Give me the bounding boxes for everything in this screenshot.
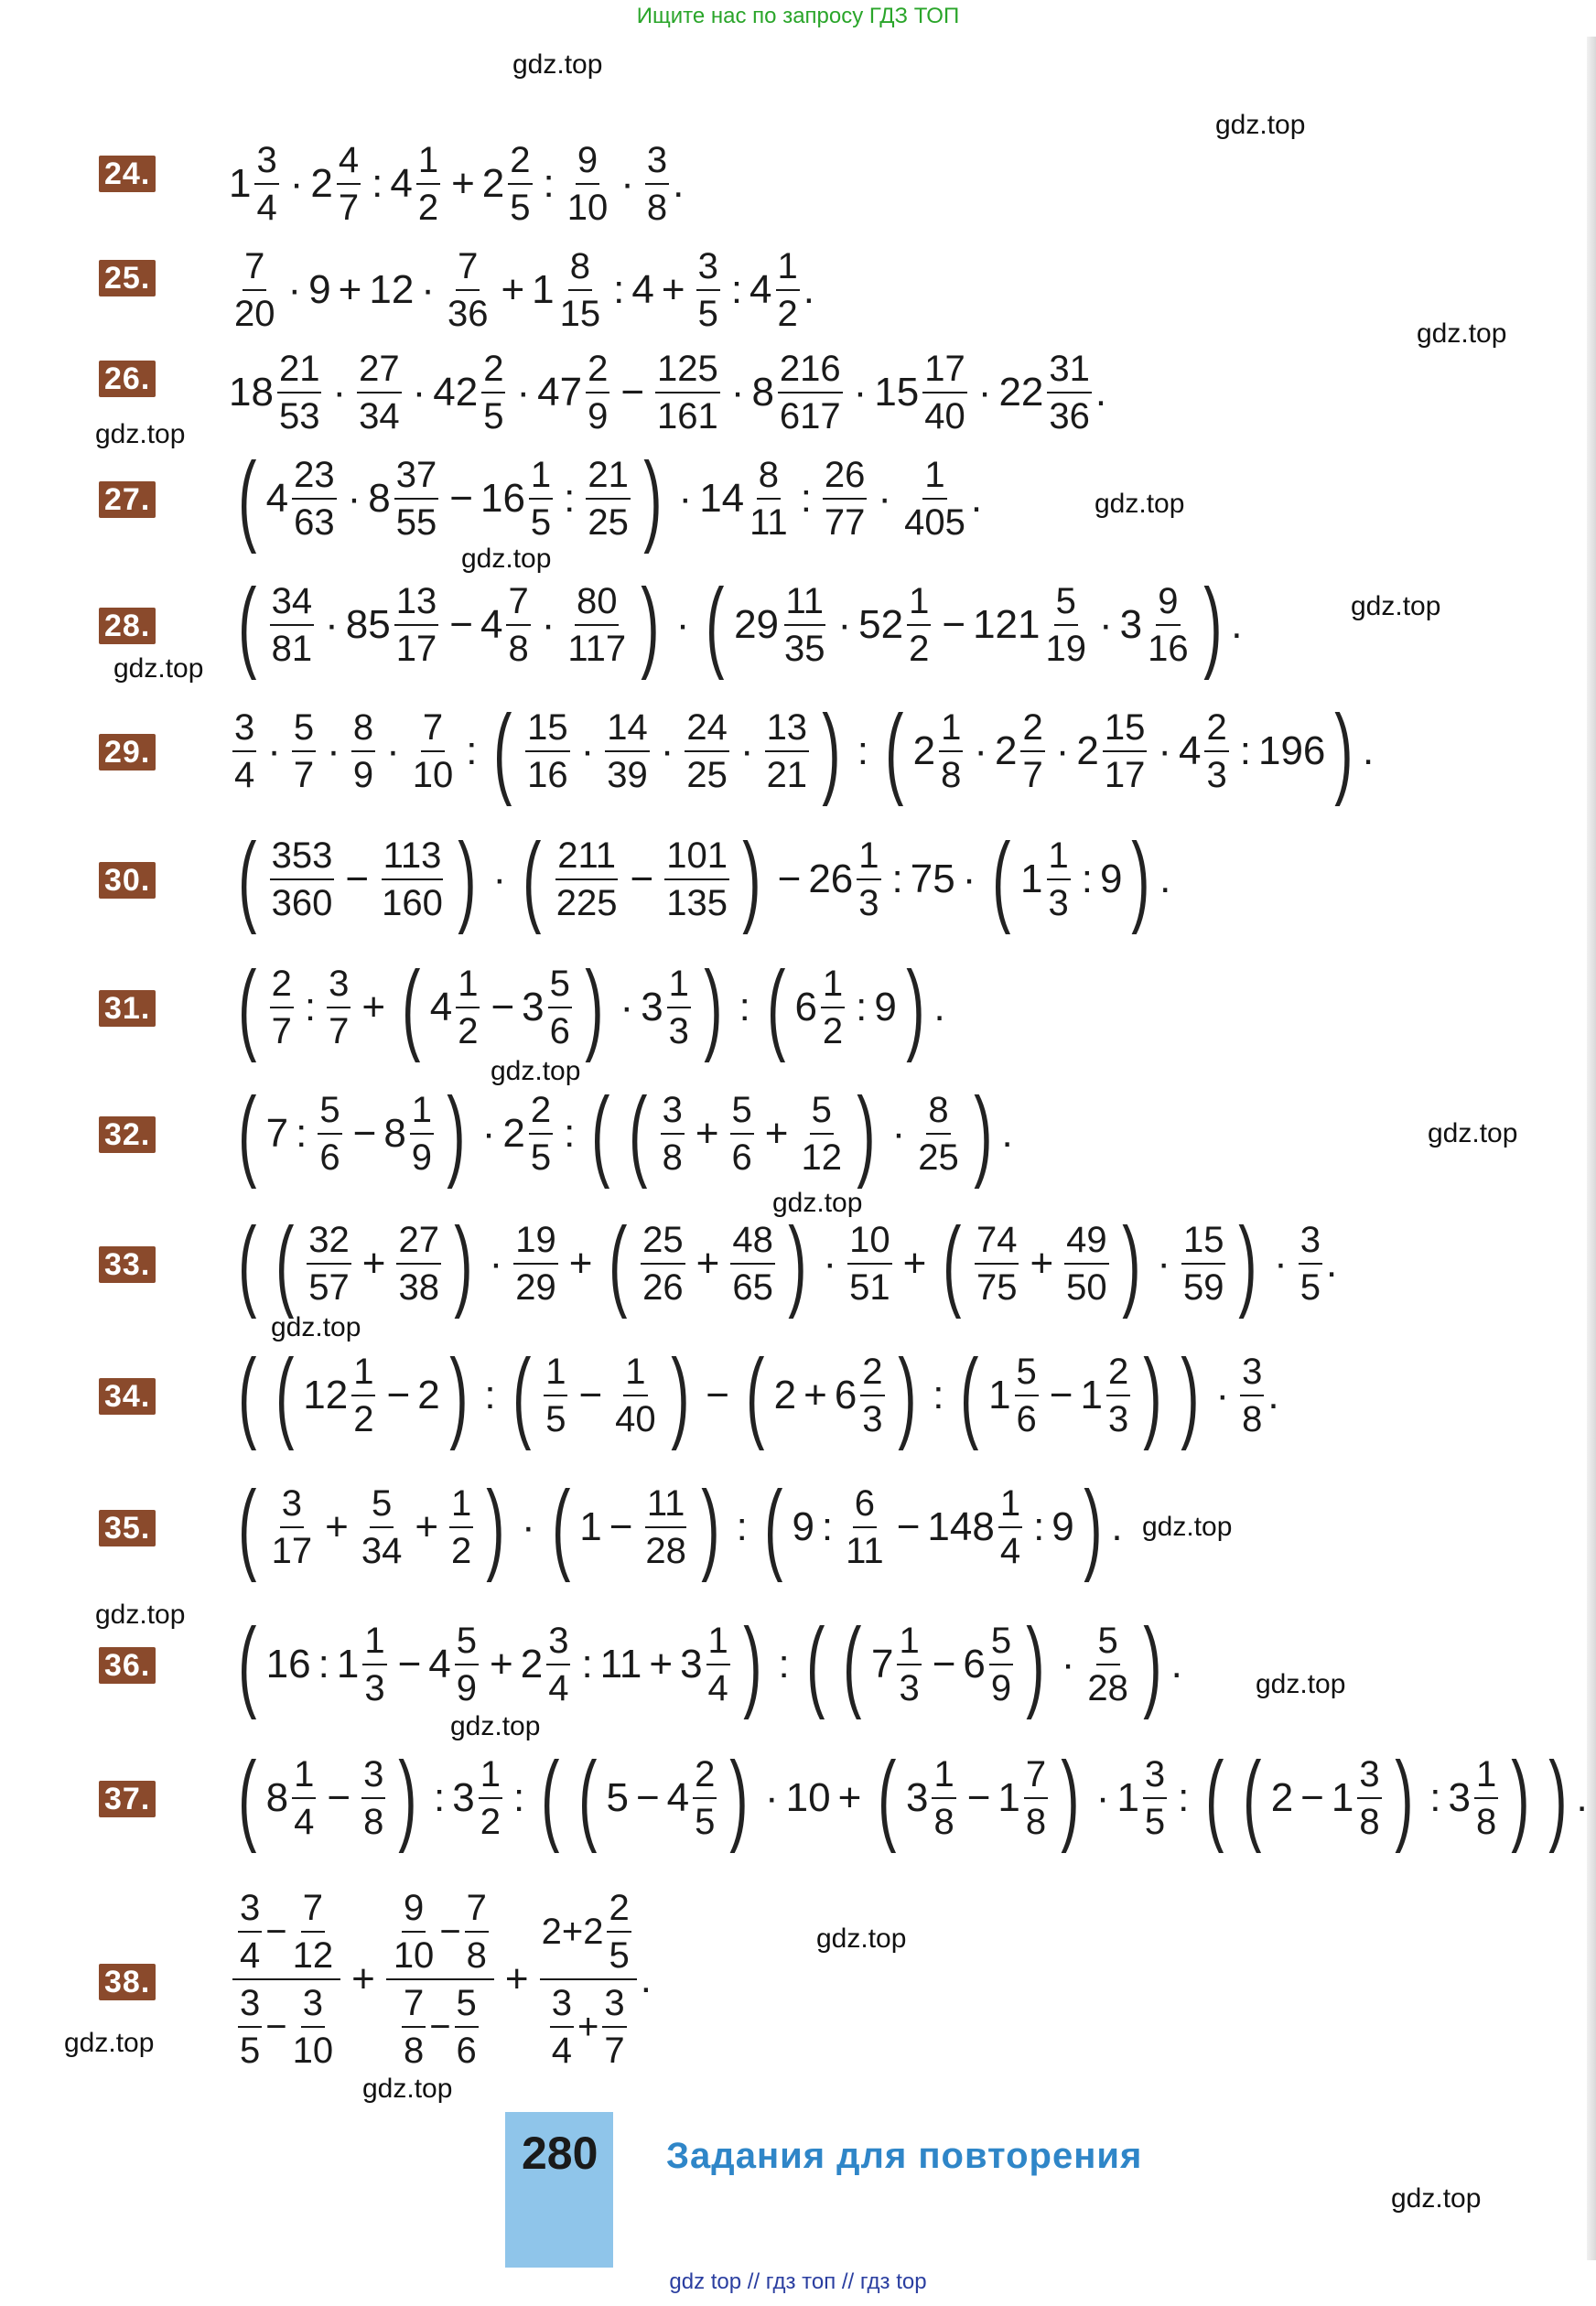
problem-number: 32.: [99, 1116, 156, 1153]
expression-34: ( ( 12 $\frac{1}{2}$ − 2 ) : ( $\frac{1}{5}$ − $\frac{1}{40}$ ) − ( 2 + 6 $\frac{2}{3}$ ) : ( 1 $\frac{5}{6}$ − 1 $\frac{2}{3}$ ) ) · $\frac{3}{8}$ .: [238, 1339, 1279, 1451]
expression-24: 1 $\frac{3}{4}$ · 2 $\frac{4}{7}$ : 4 $\frac{1}{2}$ + 2 $\frac{2}{5}$ : $\frac{9}{10}$ · $\frac{3}{8}$ .: [229, 137, 684, 231]
problem-number: 33.: [99, 1246, 156, 1283]
problem-number: 25.: [99, 260, 156, 296]
watermark: gdz.top: [1215, 110, 1306, 140]
problem-number: 31.: [99, 990, 156, 1027]
watermark: gdz.top: [113, 653, 204, 684]
watermark: gdz.top: [1428, 1118, 1518, 1148]
problem-number: 30.: [99, 862, 156, 899]
section-title: Задания для повторения: [666, 2136, 1143, 2176]
watermark: gdz.top: [1142, 1512, 1233, 1542]
watermark: gdz.top: [1256, 1669, 1346, 1699]
watermark: gdz.top: [461, 544, 552, 574]
expression-32: ( 7 : $\frac{5}{6}$ − 8 $\frac{1}{9}$ ) · 2 $\frac{2}{5}$ : ( ( $\frac{3}{8}$ + $\frac{5}{6}$ + $\frac{5}{12}$ ) · $\frac{8}{25}$ ) .: [238, 1077, 1013, 1190]
expression-33: ( ( $\frac{32}{57}$ + $\frac{27}{38}$ ) · $\frac{19}{29}$ + ( $\frac{25}{26}$ + $\frac{48}{65}$ ) · $\frac{10}{51}$ + ( $\frac{74}{75}$ + $\frac{49}{50}$ ) · $\frac{15}{59}$ ) · $\frac{3}{5}$ .: [238, 1207, 1338, 1320]
watermark: gdz.top: [450, 1711, 541, 1741]
problem-number: 37.: [99, 1781, 156, 1817]
watermark: gdz.top: [816, 1923, 907, 1954]
watermark: gdz.top: [1391, 2183, 1482, 2214]
problem-number: 28.: [99, 608, 156, 644]
expression-27: ( 4 $\frac{23}{63}$ · 8 $\frac{37}{55}$ − 16 $\frac{1}{5}$ : $\frac{21}{25}$ ) · 14 $\frac{8}{11}$ : $\frac{26}{77}$ · $\frac{1}{405}$ .: [238, 442, 983, 555]
expression-26: 18 $\frac{21}{53}$ · $\frac{27}{34}$ · 42 $\frac{2}{5}$ · 47 $\frac{2}{9}$ − $\frac{125}{161}$ · 8 $\frac{216}{617}$ · 15 $\frac{17}{40}$ · 22 $\frac{31}{36}$ .: [229, 346, 1106, 439]
expression-36: ( 16 : 1 $\frac{1}{3}$ − 4 $\frac{5}{9}$ + 2 $\frac{3}{4}$ : 11 + 3 $\frac{1}{4}$ ) : ( ( 7 $\frac{1}{3}$ − 6 $\frac{5}{9}$ ) · $\frac{5}{28}$ ) .: [238, 1608, 1182, 1720]
expression-37: ( 8 $\frac{1}{4}$ − $\frac{3}{8}$ ) : 3 $\frac{1}{2}$ : ( ( 5 − 4 $\frac{2}{5}$ ) · 10 + ( 3 $\frac{1}{8}$ − 1 $\frac{7}{8}$ ) · 1 $\frac{3}{5}$ : ( ( 2 − 1 $\frac{3}{8}$ ) : 3 $\frac{1}{8}$ ) ) .: [238, 1741, 1588, 1854]
watermark: gdz.top: [95, 1600, 186, 1630]
expression-30: ( $\frac{353}{360}$ − $\frac{113}{160}$ ) · ( $\frac{211}{225}$ − $\frac{101}{135}$ ) − 26 $\frac{1}{3}$ : 75 · ( 1 $\frac{1}{3}$ : 9 ) .: [238, 823, 1171, 935]
problem-number: 34.: [99, 1378, 156, 1415]
expression-35: ( $\frac{3}{17}$ + $\frac{5}{34}$ + $\frac{1}{2}$ ) · ( 1 − $\frac{11}{28}$ ) : ( 9 : $\frac{6}{11}$ − 148 $\frac{1}{4}$ : 9 ) .: [238, 1471, 1123, 1583]
expression-38: $\frac{3}{4}$ − $\frac{7}{12}$ $\frac{3}{5}$ − $\frac{3}{10}$ + $\frac{9}{10}$ − $\frac{7}{8}$ $\frac{7}{8}$ − $\frac{5}{6}$ + 2+2 $\frac{2}{5}$ $\frac{3}{4}$ + $\frac{3}{7}$ .: [229, 1885, 652, 2074]
problem-number: 38.: [99, 1964, 156, 2000]
expression-25: $\frac{7}{20}$ · 9 + 12 · $\frac{7}{36}$ + 1 $\frac{8}{15}$ : 4 + $\frac{3}{5}$ : 4 $\frac{1}{2}$ .: [229, 243, 814, 337]
watermark: gdz.top: [1351, 591, 1441, 621]
watermark: gdz.top: [95, 419, 186, 449]
watermark: gdz.top: [512, 49, 603, 80]
expression-31: ( $\frac{2}{7}$ : $\frac{3}{7}$ + ( 4 $\frac{1}{2}$ − 3 $\frac{5}{6}$ ) · 3 $\frac{1}{3}$ ) : ( 6 $\frac{1}{2}$ : 9 ) .: [238, 951, 945, 1063]
watermark: gdz.top: [64, 2028, 155, 2058]
expression-28: ( $\frac{34}{81}$ · 85 $\frac{13}{17}$ − 4 $\frac{7}{8}$ · $\frac{80}{117}$ ) · ( 29 $\frac{11}{35}$ · 52 $\frac{1}{2}$ − 121 $\frac{5}{19}$ · 3 $\frac{9}{16}$ ) .: [238, 568, 1243, 681]
watermark: gdz.top: [1095, 489, 1185, 519]
problem-number: 36.: [99, 1647, 156, 1684]
watermark: gdz.top: [271, 1312, 361, 1342]
bottom-links: gdz top // гдз топ // гдз top: [669, 2269, 927, 2294]
page-edge-shadow: [1587, 37, 1596, 2260]
problem-number: 35.: [99, 1510, 156, 1546]
page-number: 280: [522, 2128, 598, 2179]
watermark: gdz.top: [491, 1056, 581, 1086]
problem-number: 29.: [99, 734, 156, 770]
problem-number: 24.: [99, 156, 156, 192]
problem-number: 26.: [99, 361, 156, 397]
expression-29: $\frac{3}{4}$ · $\frac{5}{7}$ · $\frac{8}{9}$ · $\frac{7}{10}$ : ( $\frac{15}{16}$ · $\frac{14}{39}$ · $\frac{24}{25}$ · $\frac{13}{21}$ ) : ( 2 $\frac{1}{8}$ · 2 $\frac{2}{7}$ · 2 $\frac{15}{17}$ · 4 $\frac{2}{3}$ : 196 ) .: [234, 695, 1375, 807]
watermark: gdz.top: [362, 2074, 453, 2104]
search-banner: Ищите нас по запросу ГДЗ ТОП: [636, 4, 960, 28]
watermark: gdz.top: [1417, 318, 1507, 349]
problem-number: 27.: [99, 481, 156, 518]
watermark: gdz.top: [772, 1188, 863, 1218]
